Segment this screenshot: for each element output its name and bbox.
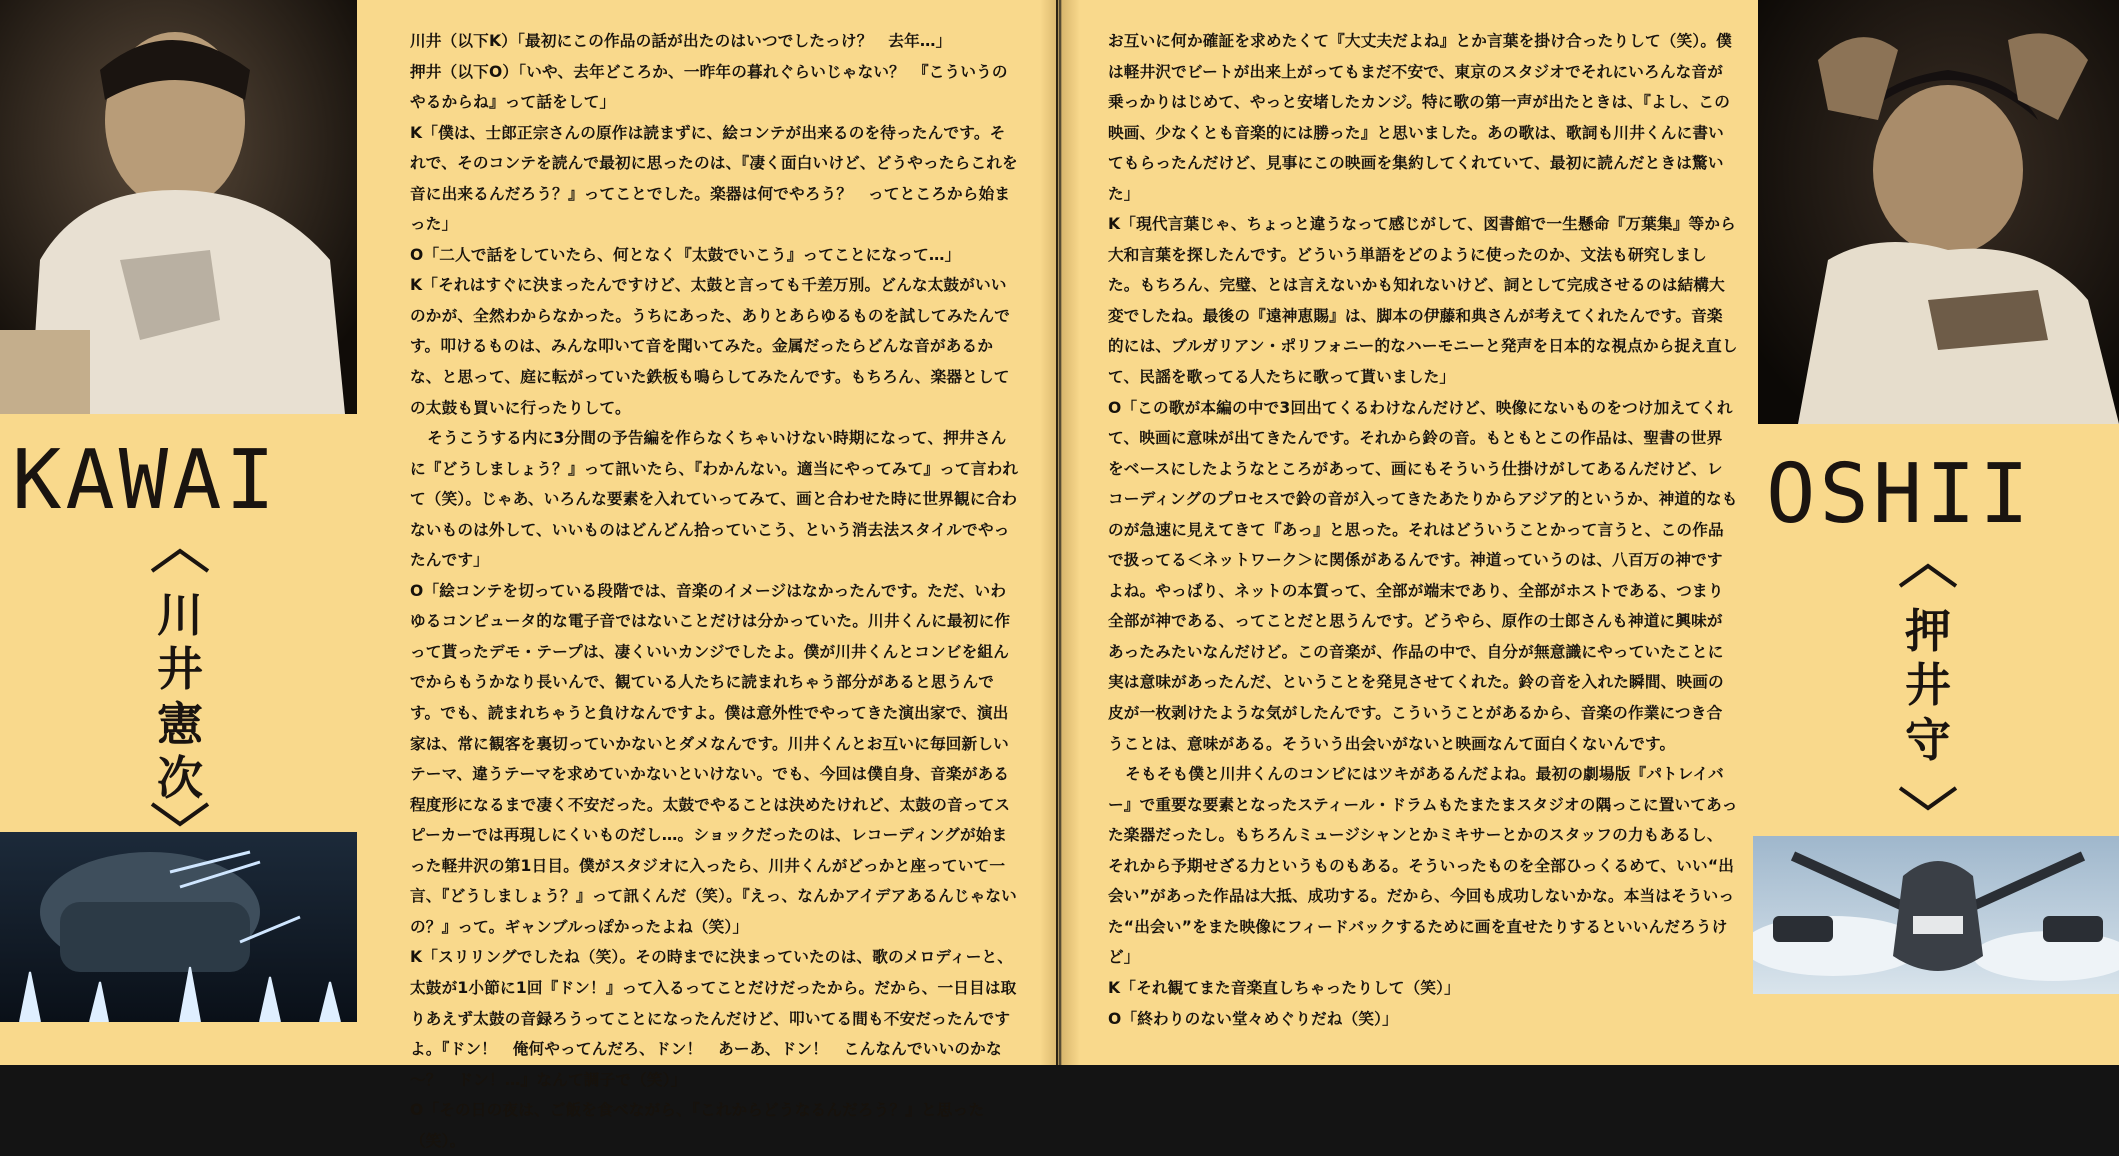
article-paragraph: 川井（以下K）「最初にこの作品の話が出たのはいつでしたっけ？ 去年…」 [410,32,952,50]
oshii-name-char: 押 [1905,604,1951,658]
oshii-name-en: OSHII [1766,447,2033,542]
article-paragraph: 押井（以下O）「いや、去年どころか、一昨年の暮れぐらいじゃない？ 『こういうのやるからね』って話をして」 [410,62,1008,112]
article-paragraph: O「その日の夜は、ご飯を食べながら、『これからどうなるんだろう？』と思った（笑）。 [410,1101,985,1150]
name-bracket-top [148,545,212,575]
article-paragraph: そもそも僕と川井くんのコンビにはツキがあるんだよね。最初の劇場版『パトレイバー』で重要な要素となったスティール・ドラムもたまたまスタジオの隅っこに置いてあった楽器だったし。もちろんミュージシャンとかミキサーとかのスタッフの力もあるし、それから予期せざる力というものもある。そういったものを全部ひっくるめて、いい“出会い”があった作品は大抵、成功する。だから、今回も成功しないかな。本当はそういった“出会い”をまた映像にフィードバックするために画を直せたりするといいんだろうけど」 [1108,765,1738,967]
right-article-column [1108,26,1738,1034]
name-bracket-top [1896,560,1960,590]
article-paragraph: K「スリリングでしたね（笑）。その時までに決まっていたのは、歌のメロディーと、太鼓が1小節に1回『ドン！』って入るってことだけだったから。だから、一日目は取りあえず太鼓の音録ろうってことになったんだけど、叩いてる間も不安だったんですよ。『ドン！ 俺何やってんだろ、ドン！ あーあ、ドン！ こんなんでいいのかな～？ ドン！…』なんて調子で（笑）」 [410,948,1017,1089]
kawai-name-jp [150,588,210,805]
article-paragraph: K「それはすぐに決まったんですけど、太鼓と言っても千差万別。どんな太鼓がいいのかが、全然わからなかった。うちにあった、ありとあらゆるものを試してみたんです。叩けるものは、みんな叩いて音を聞いてみた。金属だったらどんな音があるかな、と思って、庭に転がっていた鉄板も鳴らしてみたんです。もちろん、楽器としての太鼓も買いに行ったりして。 [410,276,1011,417]
kawai-name-char: 憲 [157,696,203,751]
right-page [1058,0,2119,1065]
name-bracket-bottom [148,800,212,830]
article-paragraph: K「それ観てまた音楽直しちゃったりして（笑）」 [1108,978,1460,997]
article-paragraph: O「この歌が本編の中で3回出てくるわけなんだけど、映像にないものをつけ加えてくれて、映画に意味が出てきたんです。それから鈴の音。もともとこの作品は、聖書の世界をベースにしたようなところがあって、画にもそういう仕掛けがしてあるんだけど、レコーディングのプロセスで鈴の音が入ってきたあたりからアジア的というか、神道的なものが急速に見えてきて『あっ』と思った。それはどういうことかって言うと、この作品で扱ってる＜ネットワーク＞に関係があるんです。神道っていうのは、八百万の神ですよね。やっぱり、ネットの本質って、全部が端末であり、全部がホストである、つまり全部が神である、ってことだと思うんです。どうやら、原作の士郎さんも神道に興味があったみたいなんだけど。この音楽が、作品の中で、自分が無意識にやっていたことに実は意味があったんだ、ということを発見させてくれた。鈴の音を入れた瞬間、映画の皮が一枚剥けたような気がしたんです。こういうことがあるから、音楽の作業につき合うことは、意味がある。そういう出会いがないと映画なんて面白くないんです。 [1108,398,1738,753]
article-paragraph: O「絵コンテを切っている段階では、音楽のイメージはなかったんです。ただ、いわゆるコンピュータ的な電子音ではないことだけは分かっていた。川井くんに最初に作って貰ったデモ・テープは、凄くいいカンジでしたよ。僕が川井くんとコンビを組んでからもうかなり長いんで、観ている人たちに読まれちゃう部分があると思うんです。でも、読まれちゃうと負けなんですよ。僕は意外性でやってきた演出家で、演出家は、常に観客を裏切っていかないとダメなんです。川井くんとお互いに毎回新しいテーマ、違うテーマを求めていかないといけない。でも、今回は僕自身、音楽がある程度形になるまで凄く不安だった。太鼓でやることは決めたけれど、太鼓の音ってスピーカーでは再現しにくいものだし…。ショックだったのは、レコーディングが始まった軽井沢の第1日目。僕がスタジオに入ったら、川井くんがどっかと座っていて一言、『どうしましょう？』って訊くんだ（笑）。『えっ、なんかアイデアあるんじゃないの？』って。ギャンブルっぽかったよね（笑）」 [410,581,1017,936]
article-paragraph: K「僕は、士郎正宗さんの原作は読まずに、絵コンテが出来るのを待ったんです。それで、そのコンテを読んで最初に思ったのは、『凄く面白いけど、どうやったらこれを音に出来るんだろう？』ってことでした。楽器は何でやろう？ ってところから始まった」 [410,123,1018,234]
anime-still-photo-left [0,832,357,1022]
oshii-portrait-photo [1758,0,2119,424]
kawai-name-char: 井 [157,642,203,697]
left-article-column [410,26,1020,1156]
article-paragraph: お互いに何か確証を求めたくて『大丈夫だよね』とか言葉を掛け合ったりして（笑）。僕は軽井沢でビートが出来上がってもまだ不安で、東京のスタジオでそれにいろんな音が乗っかりはじめて、やっと安堵したカンジ。特に歌の第一声が出たときは、『よし、この映画、少なくとも音楽的には勝った』と思いました。あの歌は、歌詞も川井くんに書いてもらったんだけど、見事にこの映画を集約してくれていて、最初に読んだときは驚いた」 [1108,32,1732,203]
anime-still-photo-right [1753,836,2119,994]
kawai-name-char: 次 [157,750,203,805]
oshii-name-char: 井 [1905,658,1951,713]
oshii-name-char: 守 [1905,712,1951,767]
kawai-portrait-photo [0,0,357,414]
article-paragraph: K「現代言葉じゃ、ちょっと違うなって感じがして、図書館で一生懸命『万葉集』等から大和言葉を探したんです。どういう単語をどのように使ったのか、文法も研究しました。もちろん、完璧、とは言えないかも知れないけど、詞として完成させるのは結構大変でしたね。最後の『遠神恵賜』は、脚本の伊藤和典さんが考えてくれたんです。音楽的には、ブルガリアン・ポリフォニー的なハーモニーと発声を日本的な視点から捉え直して、民謡を歌ってる人たちに歌って貰いました」 [1108,215,1738,387]
name-bracket-bottom [1896,784,1960,814]
article-paragraph: そうこうする内に3分間の予告編を作らなくちゃいけない時期になって、押井さんに『どうしましょう？』って訊いたら、『わかんない。適当にやってみて』って言われて（笑）。じゃあ、いろんな要素を入れていってみて、画と合わせた時に世界観に合わないものは外して、いいものはどんどん拾っていこう、という消去法スタイルでやったんです」 [410,429,1019,570]
oshii-name-jp [1898,604,1958,767]
article-paragraph: O「二人で話をしていたら、何となく『太鼓でいこう』ってことになって…」 [410,245,961,264]
kawai-name-en: KAWAI [12,433,279,528]
kawai-name-char: 川 [157,588,203,642]
article-paragraph: O「終わりのない堂々めぐりだね（笑）」 [1108,1009,1398,1028]
left-page [0,0,1056,1150]
